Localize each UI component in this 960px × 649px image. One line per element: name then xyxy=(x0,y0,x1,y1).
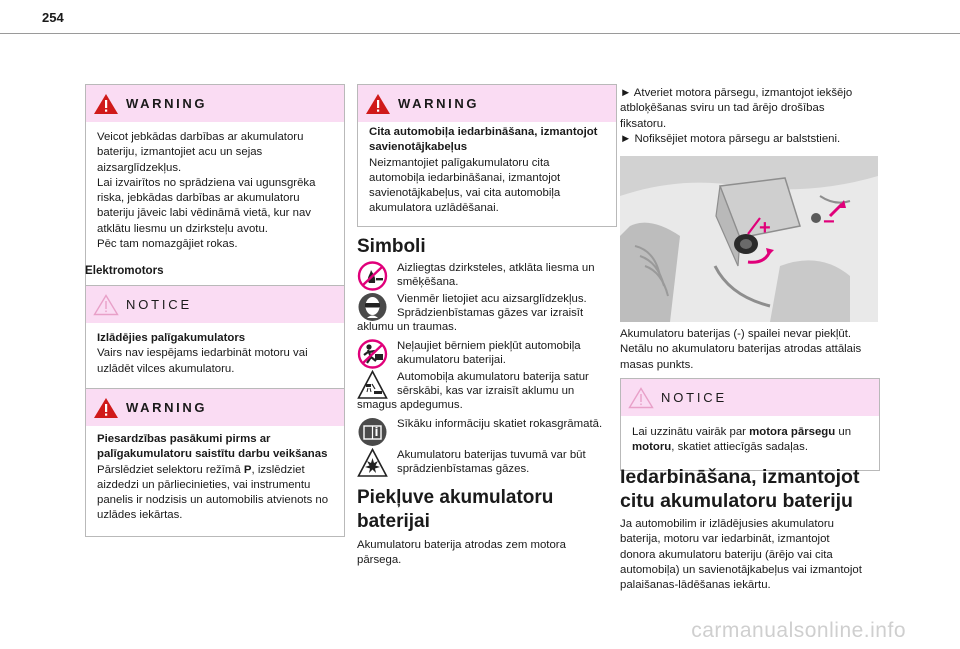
symbol-text-line: akumulatoru baterijai. xyxy=(397,354,506,366)
warning-text-line: bateriju, izmantojiet acu un sejas xyxy=(97,146,263,159)
warning-text-line: aizsarglīdzekļus. xyxy=(97,161,182,174)
text-line: pārsega. xyxy=(357,554,402,567)
text-fragment: Pārslēdziet selektoru režīmā xyxy=(97,463,244,476)
text-bold-fragment: P xyxy=(243,463,252,476)
warning-bold-line: Cita automobiļa iedarbināšana, izmantojot xyxy=(369,126,598,138)
warning-bold-line: palīgakumulatoru saistītu darbu veikšanas xyxy=(97,448,328,461)
plus-terminal-label: + xyxy=(759,217,771,239)
warning-box-precautions xyxy=(85,388,345,537)
notice-text-line: uzlādēt vilces akumulatoru. xyxy=(97,362,235,375)
notice-bold-line: Izlādējies palīgakumulators xyxy=(97,332,246,344)
jump-start-paragraph xyxy=(620,517,878,593)
symbol-text xyxy=(357,292,615,334)
hood-steps xyxy=(620,86,878,147)
warning-text-line: Neizmantojiet palīgakumulatoru cita xyxy=(369,156,550,169)
symbol-text-line: sprādzienbīstamas gāzes. xyxy=(397,463,530,475)
warning-title: WARNING xyxy=(126,400,208,415)
warning-body xyxy=(86,426,344,536)
page-number: 254 xyxy=(42,10,64,25)
step-line: ► Atveriet motora pārsegu, izmantojot iekšējo xyxy=(620,87,853,99)
step-line: atbloķēšanas sviru un tad ārējo drošības xyxy=(620,102,825,115)
warning-header xyxy=(358,85,616,122)
text-bold-fragment: motoru xyxy=(632,441,672,454)
watermark-text: carmanualsonline.info xyxy=(691,619,906,642)
heading-simboli: Simboli xyxy=(357,236,426,257)
notice-title: NOTICE xyxy=(126,297,192,312)
warning-triangle-icon xyxy=(93,397,119,419)
notice-header xyxy=(621,379,879,416)
minus-terminal-label: − xyxy=(823,211,835,233)
notice-triangle-icon xyxy=(628,387,654,409)
symbol-text xyxy=(357,370,615,412)
top-rule xyxy=(0,33,960,34)
notice-box-auxiliary-battery xyxy=(85,285,345,390)
text-line: Akumulatoru baterija atrodas zem motora xyxy=(357,539,566,551)
warning-text-line xyxy=(97,463,333,478)
heading-line: Piekļuve akumulatoru xyxy=(357,487,554,508)
warning-text-line: Lai izvairītos no sprādziena vai ugunsgrēka xyxy=(97,176,316,189)
terminal-info xyxy=(620,327,878,373)
notice-triangle-icon xyxy=(93,294,119,316)
symbol-text xyxy=(357,417,615,431)
notice-box-hood xyxy=(620,378,880,471)
step-line: ► Nofiksējiet motora pārsegu ar balststieni. xyxy=(620,132,841,145)
engine-bay-photo xyxy=(620,156,878,322)
warning-text-line: savienotājkabeļus, vai cita automobiļa xyxy=(369,187,561,200)
notice-text-line xyxy=(632,440,868,455)
symbol-text-line: Neļaujiet bērniem piekļūt automobiļa xyxy=(397,340,581,352)
symbol-text xyxy=(357,448,615,476)
text-fragment: Lai uzzinātu vairāk par xyxy=(632,426,750,438)
warning-text-line: riska, jebkādas darbības ar akumulatoru xyxy=(97,192,300,205)
text-fragment: , skatiet attiecīgās sadaļas. xyxy=(671,441,808,454)
notice-header xyxy=(86,286,344,323)
heading-line: Iedarbināšana, izmantojot xyxy=(620,466,860,488)
warning-text-line: Veicot jebkādas darbības ar akumulatoru xyxy=(97,131,304,143)
symbol-text-line: smēķēšana. xyxy=(397,276,459,288)
symbol-text xyxy=(357,261,615,289)
text-line: Akumulatoru baterijas (-) spailei nevar piekļūt. xyxy=(620,328,852,340)
heading-line: baterijai xyxy=(357,511,430,532)
warning-text-line: atklātu liesmu un dzirksteļu avotu. xyxy=(97,222,268,235)
symbol-text-line: aklumu un traumas. xyxy=(357,321,458,333)
symbol-text xyxy=(357,339,615,367)
notice-text-line: Vairs nav iespējams iedarbināt motoru vai xyxy=(97,347,308,360)
warning-text-line: akumulatora uzlādēšanai. xyxy=(369,202,499,215)
text-line: Netālu no akumulatoru baterijas atrodas attālais xyxy=(620,343,862,356)
heading-iedarbinasana xyxy=(620,465,859,513)
warning-header xyxy=(86,389,344,426)
warning-text-line: automobiļa iedarbināšanai, izmantojot xyxy=(369,171,561,184)
warning-text-line: uzlādes iekārtas. xyxy=(97,509,183,522)
symbol-text-line: Automobiļa akumulatoru baterija satur xyxy=(397,371,589,383)
symbol-text-line: Sprādzienbīstamas gāzes var izraisīt xyxy=(397,307,584,319)
warning-text-line: bateriju jāveic labi vēdināmā vietā, kur nav xyxy=(97,207,312,220)
text-line: automobiļa) un savienotājkabeļus vai izmantojot xyxy=(620,563,862,576)
text-line: Ja automobilim ir izlādējusies akumulatoru xyxy=(620,518,834,530)
warning-title: WARNING xyxy=(126,96,208,111)
warning-box-jump-start xyxy=(357,84,617,227)
engine-bay-illustration xyxy=(620,156,878,322)
step-line: fiksatoru. xyxy=(620,117,667,130)
symbol-text-line: Sīkāku informāciju skatiet rokasgrāmatā. xyxy=(397,418,603,430)
warning-text-line: Pēc tam nomazgājiet rokas. xyxy=(97,238,238,251)
warning-header xyxy=(86,85,344,122)
notice-title: NOTICE xyxy=(661,390,727,405)
text-line: masas punkts. xyxy=(620,358,694,371)
subhead-elektromotors: Elektromotors xyxy=(85,264,164,277)
symbol-text-line: smagus apdegumus. xyxy=(357,399,463,411)
warning-triangle-icon xyxy=(93,93,119,115)
warning-text-line: aizdedzi un pārliecinieties, vai instrumentu xyxy=(97,478,311,491)
text-fragment: un xyxy=(835,426,852,438)
text-bold-fragment: motora pārsegu xyxy=(749,426,836,438)
symbol-text-line: sērskābi, kas var izraisīt aklumu un xyxy=(397,385,575,397)
symbol-text-line: Aizliegtas dzirksteles, atklāta liesma un xyxy=(397,262,595,274)
text-fragment: , izslēdziet xyxy=(251,463,305,476)
warning-bold-line: savienotājkabeļus xyxy=(369,141,468,154)
heading-piekluve xyxy=(357,486,553,534)
text-line: baterija, motoru var iedarbināt, izmantojot xyxy=(620,533,830,546)
warning-text-line: panelis ir nodzisis un automobilis atvienots no xyxy=(97,494,329,507)
symbol-text-line: Vienmēr lietojiet acu aizsarglīdzekļus. xyxy=(397,293,587,305)
notice-text-line xyxy=(632,425,868,440)
warning-triangle-icon xyxy=(365,93,391,115)
heading-line: citu akumulatoru bateriju xyxy=(620,490,853,512)
symbol-text-line: Akumulatoru baterijas tuvumā var būt xyxy=(397,449,586,461)
warning-title: WARNING xyxy=(398,96,480,111)
notice-body xyxy=(621,416,879,470)
warning-body xyxy=(358,122,616,226)
text-line: donora akumulatoru bateriju (ārējo vai cita xyxy=(620,548,833,561)
text-line: palaišanas-lādēšanas iekārtu. xyxy=(620,579,771,592)
notice-body xyxy=(86,323,344,389)
warning-bold-line: Piesardzības pasākumi pirms ar xyxy=(97,433,271,445)
access-paragraph xyxy=(357,538,615,569)
